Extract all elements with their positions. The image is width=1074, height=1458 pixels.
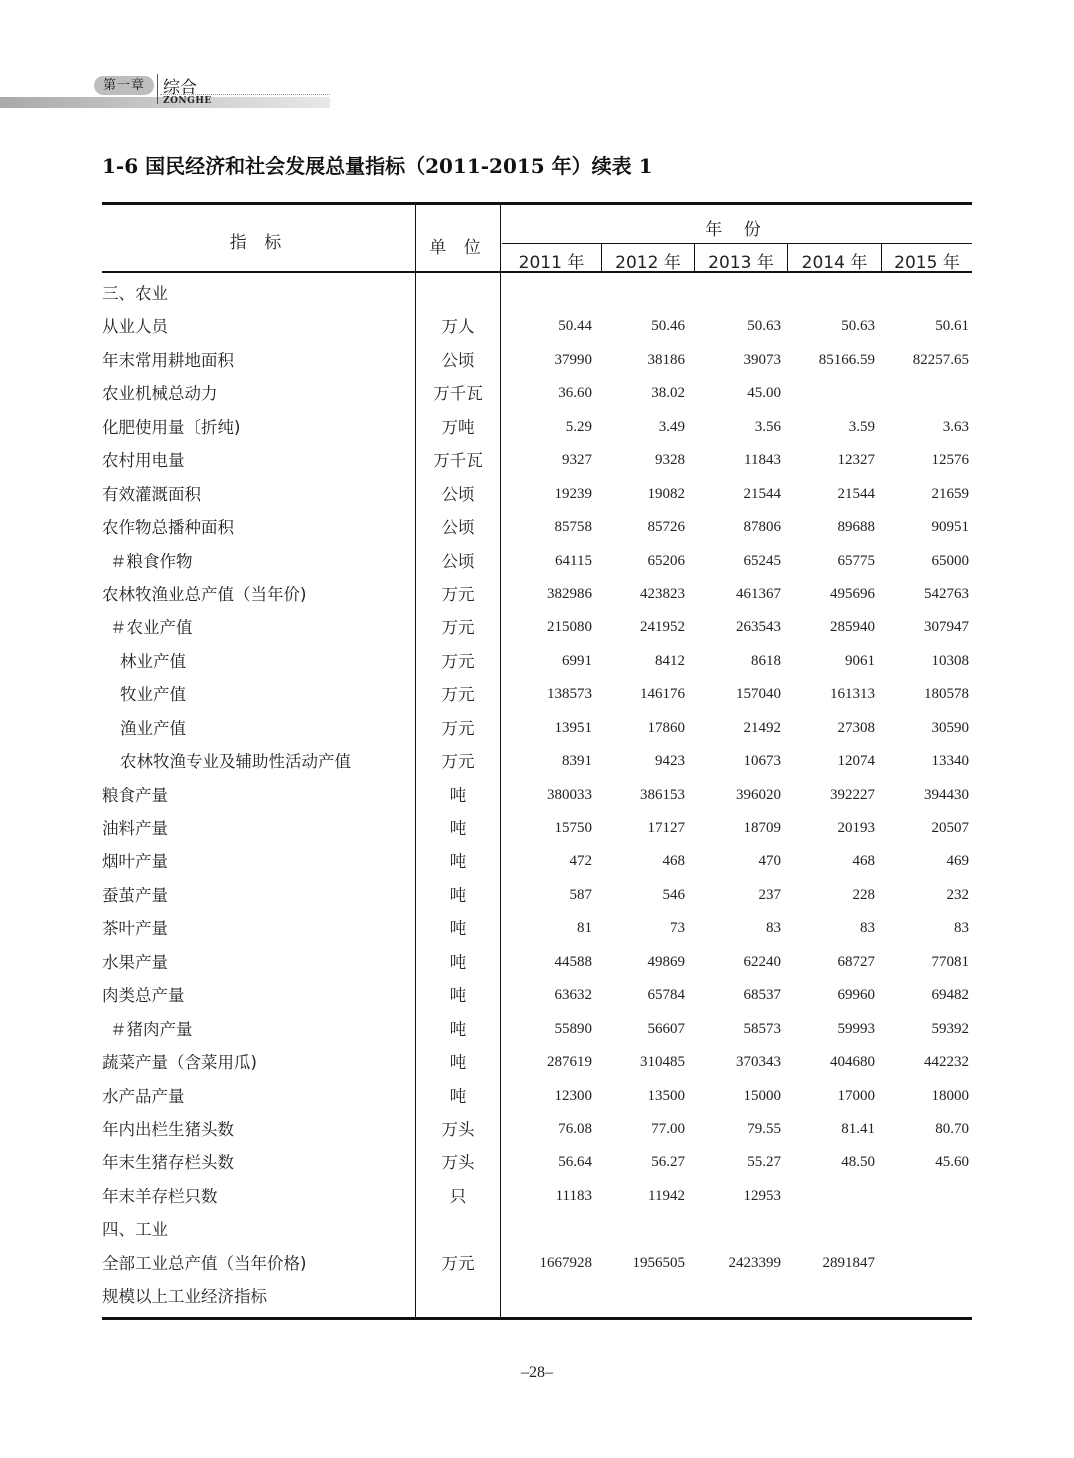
- year-group-rule: [502, 243, 972, 244]
- row-value: 56.64: [558, 1154, 592, 1171]
- row-value: 157040: [736, 686, 781, 703]
- row-indicator: 牧业产值: [120, 685, 186, 705]
- table-row: [102, 745, 972, 778]
- row-value: 83: [954, 920, 969, 937]
- column-header-indicator: 指 标: [229, 233, 288, 253]
- table-row: [102, 411, 972, 444]
- table-body: [102, 277, 972, 1314]
- column-header-year: 2012 年: [615, 253, 681, 273]
- row-value: 17127: [647, 820, 685, 836]
- row-unit: 吨: [449, 1019, 467, 1039]
- row-indicator: 粮食产量: [102, 785, 168, 805]
- row-value: 85166.59: [818, 351, 875, 368]
- row-value: 36.60: [558, 385, 592, 402]
- row-value: 68537: [743, 987, 781, 1004]
- table-row: [102, 1146, 972, 1179]
- row-indicator: 年末常用耕地面积: [102, 350, 234, 370]
- table-row: [102, 912, 972, 945]
- row-value: 39073: [743, 351, 781, 368]
- row-indicator: 农村用电量: [102, 451, 185, 471]
- chapter-badge: 第一章: [94, 76, 154, 95]
- row-value: 8391: [562, 753, 592, 770]
- row-value: 17000: [837, 1087, 875, 1104]
- row-value: 180578: [924, 686, 969, 703]
- table-row: [102, 444, 972, 477]
- row-unit: 万千瓦: [433, 384, 483, 404]
- row-unit: 吨: [449, 986, 467, 1006]
- table-row: [102, 1013, 972, 1046]
- row-unit: 吨: [449, 919, 467, 939]
- row-value: 48.50: [841, 1154, 875, 1171]
- table-row: [102, 478, 972, 511]
- page-number: –28–: [521, 1364, 553, 1381]
- row-value: 62240: [743, 953, 781, 970]
- row-unit: 万千瓦: [433, 451, 483, 471]
- row-value: 56.27: [651, 1154, 685, 1171]
- row-value: 3.49: [658, 418, 685, 435]
- row-value: 470: [758, 853, 781, 870]
- row-value: 65206: [647, 552, 685, 569]
- row-value: 442232: [924, 1054, 969, 1071]
- table-row: [102, 779, 972, 812]
- table-row: [102, 1046, 972, 1079]
- row-indicator: 农林牧渔业总产值（当年价): [102, 584, 307, 604]
- row-value: 10673: [743, 753, 781, 770]
- chapter-subtitle: ZONGHE: [163, 96, 212, 106]
- row-value: 63632: [554, 987, 592, 1004]
- row-value: 386153: [640, 786, 685, 803]
- row-indicator: 农业机械总动力: [102, 384, 218, 404]
- row-value: 6991: [562, 652, 592, 669]
- row-value: 3.56: [754, 418, 781, 435]
- row-indicator: 水产品产量: [102, 1086, 185, 1106]
- row-value: 73: [670, 920, 685, 937]
- row-value: 392227: [830, 786, 875, 803]
- row-unit: 只: [449, 1186, 467, 1206]
- row-value: 468: [662, 853, 685, 870]
- row-value: 50.63: [841, 318, 875, 335]
- row-unit: 吨: [449, 1086, 467, 1106]
- row-unit: 公顷: [441, 518, 475, 538]
- row-value: 9327: [562, 452, 592, 469]
- table-row: [102, 678, 972, 711]
- row-value: 55890: [554, 1020, 592, 1037]
- row-indicator: 蚕茧产量: [102, 885, 168, 905]
- row-unit: 吨: [449, 819, 467, 838]
- row-value: 65245: [743, 552, 781, 569]
- row-unit: 吨: [449, 785, 467, 805]
- row-value: 77.00: [651, 1120, 685, 1137]
- row-indicator: 有效灌溉面积: [102, 484, 201, 504]
- column-header-unit: 单 位: [429, 238, 487, 258]
- table-row: [102, 979, 972, 1012]
- row-value: 64115: [555, 552, 592, 569]
- column-header-year: 2015 年: [894, 253, 960, 273]
- row-value: 3.63: [942, 418, 969, 435]
- row-value: 382986: [547, 585, 592, 602]
- row-value: 394430: [924, 786, 969, 803]
- row-value: 472: [569, 853, 592, 870]
- column-header-year: 2013 年: [708, 253, 774, 273]
- row-value: 44588: [554, 953, 592, 970]
- row-indicator: 油料产量: [102, 819, 168, 838]
- row-value: 215080: [547, 619, 592, 636]
- column-header-year: 2014 年: [801, 253, 868, 273]
- row-value: 2423399: [728, 1254, 781, 1271]
- row-indicator: ＃猪肉产量: [110, 1019, 193, 1039]
- table-row: [102, 1113, 972, 1146]
- table-row: [102, 1180, 972, 1213]
- row-value: 18000: [931, 1087, 969, 1104]
- row-value: 65784: [647, 987, 685, 1004]
- row-value: 232: [946, 886, 969, 903]
- table-row: [102, 511, 972, 544]
- row-indicator: ＃农业产值: [110, 618, 193, 638]
- row-value: 21492: [743, 719, 781, 736]
- row-value: 38.02: [651, 385, 685, 402]
- row-value: 19239: [554, 485, 592, 502]
- row-value: 1956505: [632, 1254, 685, 1271]
- row-value: 19082: [647, 485, 685, 502]
- row-value: 542763: [924, 585, 969, 602]
- row-value: 287619: [547, 1054, 592, 1071]
- table-row: [102, 377, 972, 410]
- row-indicator: 林业产值: [120, 651, 186, 671]
- table-row: [102, 1213, 972, 1246]
- row-value: 8412: [655, 652, 685, 669]
- row-value: 228: [852, 886, 875, 903]
- row-value: 12953: [743, 1187, 781, 1204]
- row-value: 138573: [547, 686, 592, 703]
- row-value: 161313: [830, 686, 875, 703]
- row-value: 59392: [931, 1020, 969, 1037]
- row-value: 310485: [640, 1054, 685, 1071]
- row-value: 8618: [751, 652, 781, 669]
- row-value: 85726: [647, 519, 685, 536]
- row-value: 21659: [931, 485, 969, 502]
- row-value: 87806: [743, 519, 781, 536]
- row-value: 83: [860, 920, 875, 937]
- row-value: 495696: [830, 585, 875, 602]
- row-value: 13340: [931, 753, 969, 770]
- row-indicator: 农林牧渔专业及辅助性活动产值: [120, 752, 351, 772]
- row-value: 285940: [830, 619, 875, 636]
- table-row: [102, 310, 972, 343]
- row-unit: 吨: [449, 952, 467, 972]
- row-value: 58573: [743, 1020, 781, 1037]
- row-indicator: 年末羊存栏只数: [102, 1186, 218, 1206]
- row-value: 69960: [837, 987, 875, 1004]
- header-separator: [157, 74, 158, 104]
- row-value: 69482: [931, 987, 969, 1004]
- row-value: 81.41: [841, 1120, 875, 1137]
- row-value: 11942: [648, 1187, 685, 1204]
- row-value: 237: [758, 886, 781, 903]
- row-unit: 万元: [441, 752, 475, 772]
- row-value: 12300: [554, 1087, 592, 1104]
- row-value: 469: [946, 853, 969, 870]
- row-indicator: 全部工业总产值（当年价格): [102, 1253, 307, 1273]
- chapter-title: 综合: [163, 78, 197, 98]
- row-value: 56607: [647, 1020, 685, 1037]
- row-value: 461367: [736, 585, 781, 602]
- row-value: 9061: [845, 652, 875, 669]
- row-value: 468: [852, 853, 875, 870]
- row-value: 21544: [743, 485, 781, 502]
- table-bottom-rule: [102, 1317, 972, 1320]
- table-row: [102, 277, 972, 310]
- row-unit: 万元: [441, 618, 475, 638]
- row-value: 81: [577, 920, 592, 937]
- row-value: 15000: [743, 1087, 781, 1104]
- row-unit: 万吨: [441, 417, 475, 437]
- table-row: [102, 645, 972, 678]
- row-indicator: ＃粮食作物: [110, 551, 193, 571]
- table-row: [102, 545, 972, 578]
- table-row: [102, 578, 972, 611]
- column-header-year: 2011 年: [518, 253, 585, 273]
- row-value: 79.55: [747, 1120, 781, 1137]
- row-value: 50.44: [558, 318, 592, 335]
- row-value: 546: [662, 886, 685, 903]
- row-value: 146176: [640, 686, 685, 703]
- row-value: 37990: [554, 351, 592, 368]
- row-unit: 公顷: [441, 551, 475, 571]
- row-value: 68727: [837, 953, 875, 970]
- row-value: 65775: [837, 552, 875, 569]
- row-value: 2891847: [822, 1254, 875, 1271]
- row-unit: 万头: [441, 1119, 475, 1139]
- row-value: 20193: [837, 820, 875, 836]
- row-value: 17860: [647, 719, 685, 736]
- row-value: 30590: [931, 719, 969, 736]
- row-value: 5.29: [565, 418, 592, 435]
- table-row: [102, 812, 972, 845]
- column-header-year-group: 年 份: [705, 220, 769, 240]
- row-value: 18709: [743, 820, 781, 836]
- row-value: 12074: [837, 753, 875, 770]
- row-value: 50.63: [747, 318, 781, 335]
- row-unit: 吨: [449, 1053, 467, 1073]
- row-value: 20507: [931, 820, 969, 836]
- row-indicator: 肉类总产量: [102, 986, 185, 1006]
- row-unit: 万元: [441, 584, 475, 604]
- row-unit: 万元: [441, 718, 475, 738]
- row-value: 50.61: [935, 318, 969, 335]
- table-top-rule: [102, 202, 972, 205]
- row-value: 11843: [744, 452, 781, 469]
- row-value: 76.08: [558, 1120, 592, 1137]
- row-value: 59993: [837, 1020, 875, 1037]
- row-value: 587: [569, 886, 592, 903]
- row-value: 77081: [931, 953, 969, 970]
- row-indicator: 三、农业: [102, 284, 168, 303]
- row-value: 83: [766, 920, 781, 937]
- row-value: 1667928: [539, 1254, 592, 1271]
- row-value: 9423: [655, 753, 685, 770]
- row-value: 10308: [931, 652, 969, 669]
- row-unit: 万人: [441, 317, 475, 337]
- row-unit: 万元: [441, 685, 475, 705]
- row-unit: 吨: [449, 885, 467, 905]
- row-value: 49869: [647, 953, 685, 970]
- row-value: 396020: [736, 786, 781, 803]
- row-unit: 公顷: [441, 484, 475, 504]
- row-unit: 万头: [441, 1153, 475, 1173]
- row-value: 404680: [830, 1054, 875, 1071]
- row-value: 423823: [640, 585, 685, 602]
- table-row: [102, 344, 972, 377]
- row-indicator: 年内出栏生猪头数: [102, 1119, 234, 1139]
- row-value: 13500: [647, 1087, 685, 1104]
- row-unit: 万元: [441, 1253, 475, 1273]
- table-row: [102, 712, 972, 745]
- row-indicator: 水果产量: [102, 952, 168, 972]
- row-value: 3.59: [848, 418, 875, 435]
- table-row: [102, 1280, 972, 1313]
- row-value: 13951: [554, 719, 592, 736]
- row-value: 90951: [931, 519, 969, 536]
- table-row: [102, 1247, 972, 1280]
- row-unit: 公顷: [441, 350, 475, 370]
- table-title: 1-6 国民经济和社会发展总量指标（2011-2015 年）续表 1: [102, 154, 653, 178]
- row-indicator: 四、工业: [102, 1220, 168, 1240]
- row-value: 38186: [647, 351, 685, 368]
- row-value: 85758: [554, 519, 592, 536]
- table-row: [102, 1080, 972, 1113]
- row-value: 12576: [931, 452, 969, 469]
- row-indicator: 茶叶产量: [102, 919, 168, 939]
- row-value: 21544: [837, 485, 875, 502]
- row-value: 82257.65: [912, 351, 969, 368]
- row-unit: 万元: [441, 651, 475, 671]
- row-value: 11183: [555, 1187, 592, 1204]
- row-value: 45.00: [747, 385, 781, 402]
- table-row: [102, 611, 972, 644]
- row-value: 12327: [837, 452, 875, 469]
- row-indicator: 化肥使用量〔折纯): [102, 417, 241, 437]
- row-value: 55.27: [747, 1154, 781, 1171]
- row-value: 370343: [736, 1054, 781, 1071]
- row-value: 27308: [837, 719, 875, 736]
- table-row: [102, 845, 972, 878]
- row-indicator: 从业人员: [102, 317, 168, 337]
- row-value: 89688: [837, 519, 875, 536]
- row-indicator: 蔬菜产量（含菜用瓜): [102, 1053, 257, 1073]
- row-value: 80.70: [935, 1120, 969, 1137]
- row-value: 380033: [547, 786, 592, 803]
- row-value: 50.46: [651, 318, 685, 335]
- row-indicator: 年末生猪存栏头数: [102, 1153, 234, 1173]
- table-row: [102, 946, 972, 979]
- row-indicator: 烟叶产量: [102, 852, 168, 872]
- row-value: 45.60: [935, 1154, 969, 1171]
- row-value: 65000: [931, 552, 969, 569]
- row-value: 263543: [736, 619, 781, 636]
- row-value: 307947: [924, 619, 969, 636]
- row-value: 241952: [640, 619, 685, 636]
- row-value: 9328: [655, 452, 685, 469]
- row-indicator: 渔业产值: [120, 718, 186, 738]
- table-row: [102, 879, 972, 912]
- row-unit: 吨: [449, 852, 467, 872]
- row-indicator: 规模以上工业经济指标: [102, 1287, 267, 1307]
- row-value: 15750: [554, 820, 592, 836]
- row-indicator: 农作物总播种面积: [102, 518, 234, 538]
